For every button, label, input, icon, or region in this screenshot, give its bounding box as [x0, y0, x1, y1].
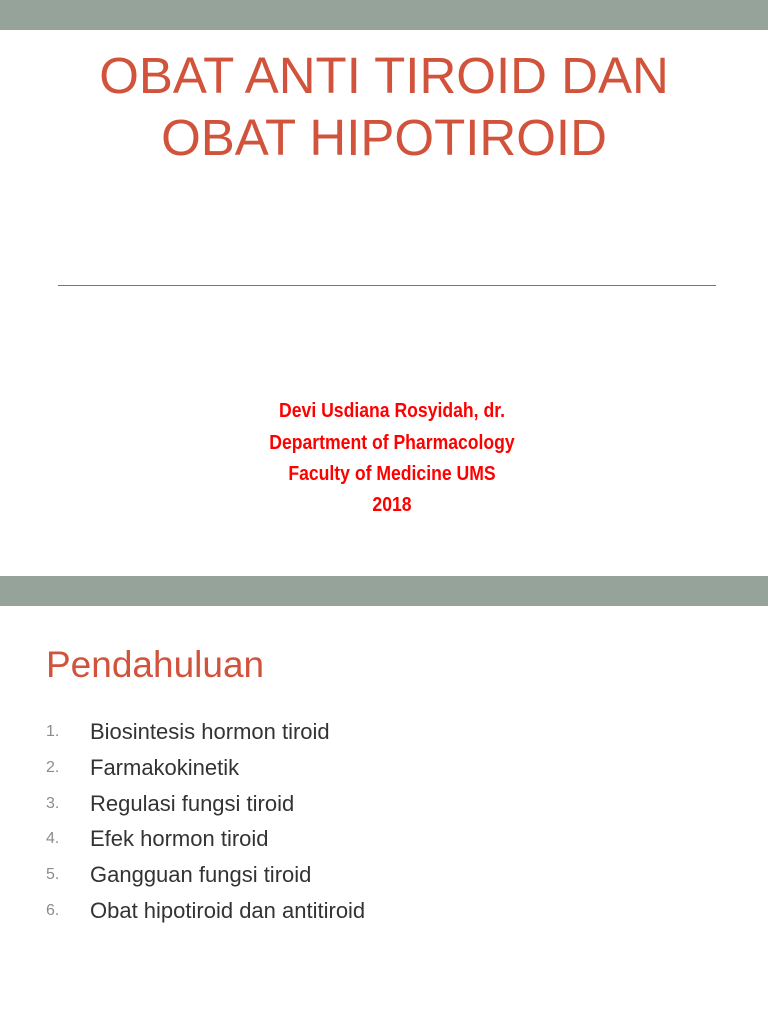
- agenda-list: [0, 714, 768, 929]
- list-item: [0, 893, 768, 929]
- list-item-text: Efek hormon tiroid: [90, 826, 269, 852]
- top-accent-band: [0, 0, 768, 30]
- list-item-text: Regulasi fungsi tiroid: [90, 790, 295, 816]
- list-item: [0, 786, 768, 822]
- list-item: [0, 750, 768, 786]
- list-item-number: 2.: [46, 758, 60, 776]
- list-item-number: 3.: [46, 794, 60, 812]
- top-accent-band: [0, 576, 768, 606]
- list-item-text: Farmakokinetik: [90, 754, 240, 780]
- list-item-text: Gangguan fungsi tiroid: [90, 862, 312, 888]
- slide-title-line-2: OBAT HIPOTIROID: [161, 109, 607, 166]
- list-item: [0, 821, 768, 857]
- author-year: 2018: [372, 494, 412, 516]
- list-item-text: Obat hipotiroid dan antitiroid: [90, 897, 366, 923]
- title-divider: [58, 285, 716, 286]
- list-item-number: 4.: [46, 830, 60, 848]
- list-item-number: 5.: [46, 866, 60, 884]
- list-item: [0, 714, 768, 750]
- slide-heading: Pendahuluan: [46, 644, 265, 685]
- list-item-number: 6.: [46, 901, 60, 919]
- list-item-number: 1.: [46, 723, 60, 740]
- list-item-text: Biosintesis hormon tiroid: [90, 719, 330, 744]
- author-department: Department of Pharmacology: [269, 432, 515, 454]
- author-name: Devi Usdiana Rosyidah, dr.: [279, 400, 505, 422]
- slide-title-line-1: OBAT ANTI TIROID DAN: [99, 47, 669, 104]
- list-item: [0, 857, 768, 893]
- content-slide: [0, 576, 768, 1024]
- author-faculty: Faculty of Medicine UMS: [288, 463, 496, 485]
